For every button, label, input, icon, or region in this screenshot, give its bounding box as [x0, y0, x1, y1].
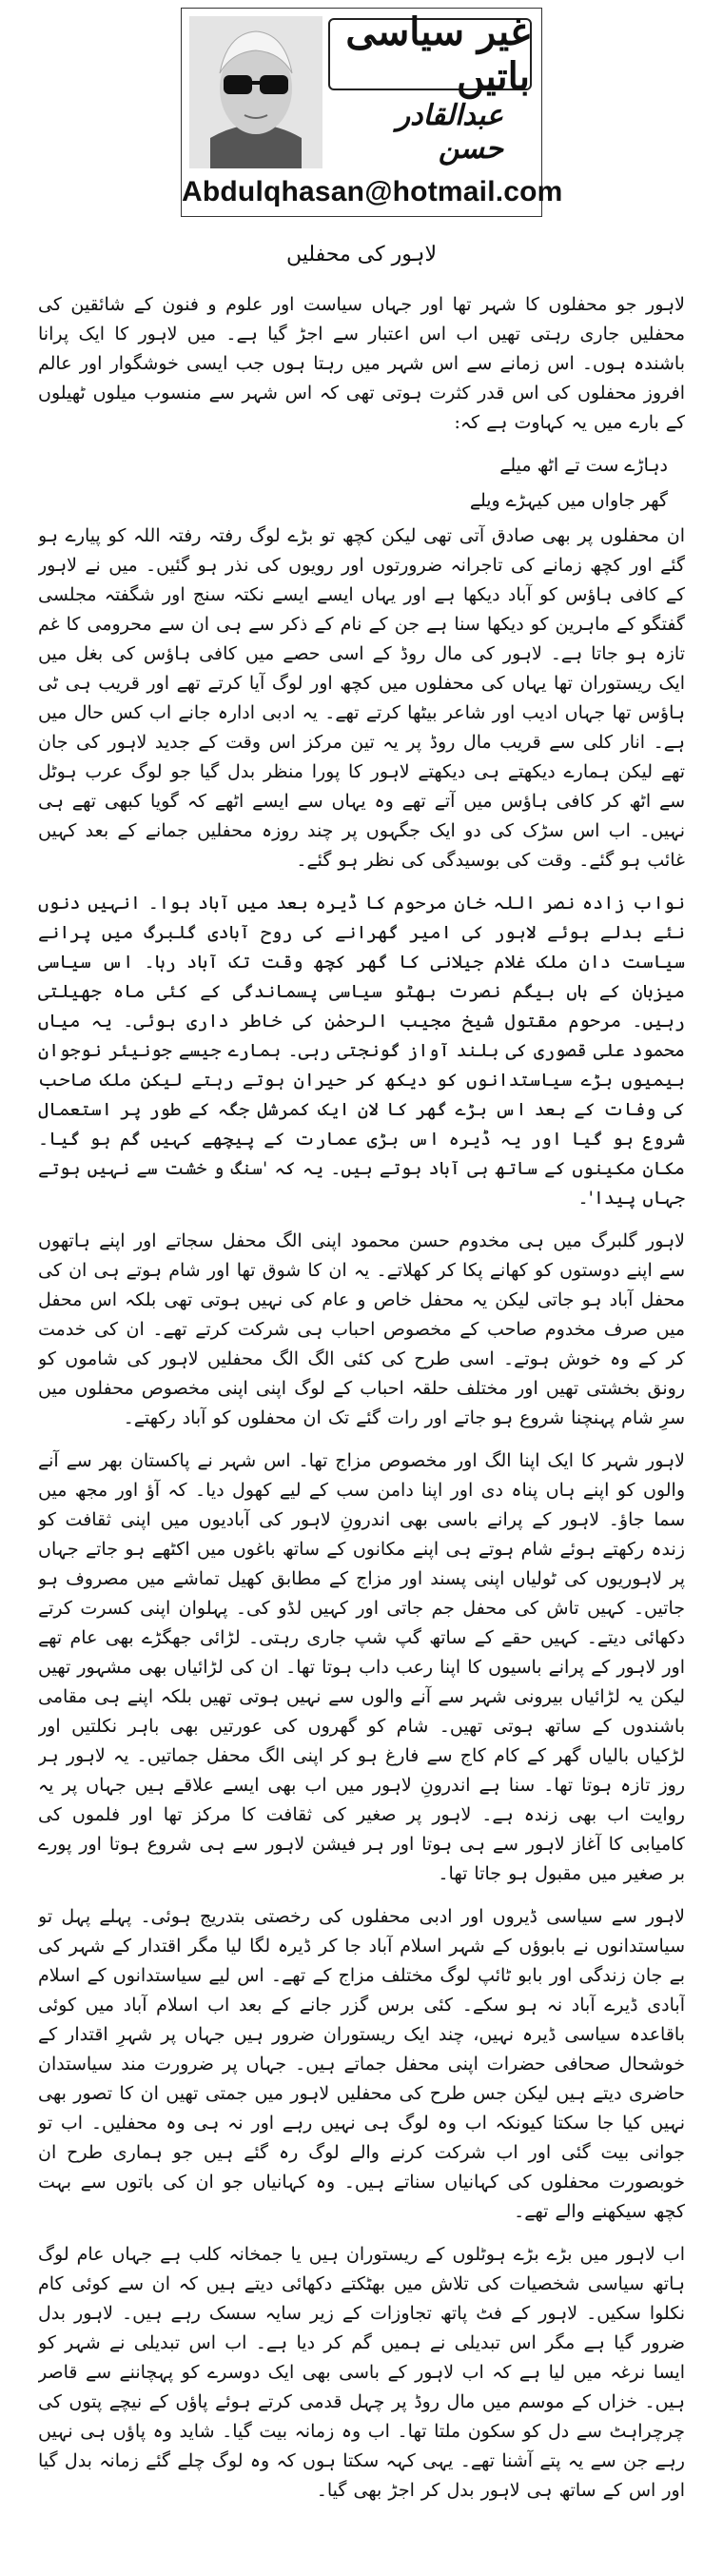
- article-title: لاہور کی محفلیں: [285, 243, 437, 266]
- column-header: [181, 8, 563, 217]
- paragraph: ان محفلوں پر بھی صادق آتی تھی لیکن کچھ تو بڑے لوگ رفتہ رفتہ اللہ کو پیارے ہو گئے اور کچھ زمانے کی تاجرانہ ضرورتوں اور رویوں کی نذر ہو گئیں۔ میں نے لاہور کے کافی ہاؤس کو آباد دیکھا ہے اور یہاں ایسے ایسے نکتہ سنج اور شگفتہ مجلسی گفتگو کے ماہرین کو دیکھا سنا ہے جن کے نام کے ذکر سے ہی ان سے محرومی کا غم تازہ ہو جاتا ہے۔ لاہور کی مال روڈ کے اسی حصے میں کافی ہاؤس کی بغل میں ایک ریستوران تھا یہاں کی محفلوں میں کچھ اور لوگ آیا کرتے تھے اور قریب ہی ٹی ہاؤس تھا جہاں ادیب اور شاعر بیٹھا کرتے تھے۔ یہ ادبی ادارہ جانے اب کس حال میں ہے۔ انار کلی سے قریب مال روڈ پر یہ تین مرکز اس وقت کے جدید لاہور کی جان تھے لیکن ہمارے دیکھتے ہی دیکھتے لاہور کا پورا منظر بدل گیا جو لوگ عرب ہوٹل سے اٹھ کر کافی ہاؤس میں آتے تھے وہ یہاں سے ایسے اٹھے کہ گویا کبھی تھے ہی نہیں۔ اب اس سڑک کی دو ایک جگہوں پر چند روزہ محفلیں جمانے کے بعد کہیں غائب ہو گئے۔ وقت کی بوسیدگی کی نظر ہو گئے۔: [38, 525, 685, 871]
- author-email[interactable]: Abdulqhasan@hotmail.com: [182, 176, 563, 207]
- paragraph: اب لاہور میں بڑے بڑے ہوٹلوں کے ریستوران ہیں یا جمخانہ کلب ہے جہاں عام لوگ ہاتھ سیاسی شخصیات کی تلاش میں بھٹکتے دکھائی دیتے ہیں کہ ان سے کوئی کام نکلوا سکیں۔ لاہور کے فٹ پاتھ تجاوزات کے زیر سایہ سسک رہے ہیں۔ لاہور بدل ضرور گیا ہے مگر اس تبدیلی نے ہمیں گم کر دیا ہے۔ اب اس تبدیلی نے شہر کو ایسا نرغہ میں لیا ہے کہ اب لاہور کے باسی بھی ایک دوسرے کو پہچاننے سے قاصر ہیں۔ خزاں کے موسم میں مال روڈ پر چہل قدمی کرتے ہوئے پاؤں کے نیچے پتوں کی چرچراہٹ سے دل کو سکون ملتا تھا۔ اب وہ زمانہ بیت گیا۔ شاید وہ پاؤں ہی نہیں رہے جن سے یہ پتے آشنا تھے۔ یہی کہہ سکتا ہوں کہ وہ لوگ چلے گئے زمانہ بدل گیا اور اس کے ساتھ ہی لاہور بدل کر اجڑ بھی گیا۔: [38, 2244, 685, 2501]
- verse-line: گھر جاواں میں کیہڑے ویلے: [469, 490, 668, 511]
- paragraph: لاہور جو محفلوں کا شہر تھا اور جہاں سیاست اور علوم و فنون کے شائقین کی محفلیں جاری رہتی تھیں اب اس اعتبار سے اجڑ گیا ہے۔ میں لاہور کا ایک پرانا باشندہ ہوں۔ اس زمانے سے اس شہر میں رہتا ہوں جب ایسی خوشگوار اور عالم افروز محفلوں کی اس قدر کثرت ہوتی تھی کہ اس شہر سے منسوب میلوں ٹھیلوں کے بارے میں یہ کہاوت ہے کہ:: [38, 294, 685, 433]
- paragraph: لاہور گلبرگ میں ہی مخدوم حسن محمود اپنی الگ محفل سجاتے اور اپنے ہاتھوں سے اپنے دوستوں کو کھانے پکا کر کھلاتے۔ یہ ان کا شوق تھا اور شام ہوتے ہی ان کی محفل آباد ہو جاتی لیکن یہ محفل خاص و عام کی نہیں ہوتی تھی بلکہ اس محفل میں صرف مخدوم صاحب کے مخصوص احباب ہی شرکت کرتے تھے۔ ان کی خدمت کر کے وہ خوش ہوتے۔ اسی طرح کی کئی الگ الگ محفلیں لاہور کی شاموں کو رونق بخشتی تھیں اور مختلف حلقہ احباب کے لوگ اپنی اپنی مخصوص محفلوں میں سرِ شام پہنچنا شروع ہو جاتے اور رات گئے تک ان محفلوں کو آباد رکھتے۔: [38, 1230, 685, 1428]
- author-photo: [189, 16, 322, 168]
- verse-line: دہاڑے ست تے اٹھ میلے: [499, 455, 668, 476]
- paragraph: لاہور سے سیاسی ڈیروں اور ادبی محفلوں کی رخصتی بتدریج ہوئی۔ پہلے پہل تو سیاستدانوں نے بابوؤں کے شہر اسلام آباد جا کر ڈیرہ لگا لیا مگر اقتدار کے شہر کی بے جان زندگی اور بابو ٹائپ لوگ مختلف مزاج کے تھے۔ اس لیے سیاستدانوں کے اسلام آبادی ڈیرے آباد نہ ہو سکے۔ کئی برس گزر جانے کے بعد اب اسلام آباد میں کوئی باقاعدہ سیاسی ڈیرہ نہیں، چند ایک ریستوران ضرور ہیں جہاں پر شہرِ اقتدار کے خوشحال صحافی حضرات اپنی محفل جماتے ہیں۔ جہاں پر ضرورت مند سیاستدان حاضری دیتے ہیں لیکن جس طرح کی محفلیں لاہور میں جمتی تھیں ان کا تصور بھی نہیں کیا جا سکتا کیونکہ اب وہ لوگ ہی نہیں رہے اور نہ ہی وہ محفلیں۔ اب تو جوانی بیت گئی اور اب شرکت کرنے والے لوگ رہ گئے ہیں جو ہماری طرح ان خوبصورت محفلوں کی کہانیاں سناتے ہیں۔ وہ کہانیاں جو ان کی باتوں سے بہت کچھ سیکھنے والے تھے۔: [38, 1906, 685, 2222]
- author-name: عبدالقادر حسن: [396, 99, 503, 166]
- article-body: [38, 290, 685, 2555]
- author-portrait-icon: [189, 16, 322, 168]
- paragraph: نواب زادہ نصر اللہ خان مرحوم کا ڈیرہ بعد میں آباد ہوا۔ انہیں دنوں نئے بدلے ہوئے لاہور کی امیر گھرانے کی روح آبادی گلبرگ میں پرانے سیاست دان ملک غلام جیلانی کا گھر کچھ وقت تک آباد رہا۔ اس سیاسی میزبان کے ہاں بیگم نصرت بھٹو سیاسی پسماندگی کے کئی ماہ جھیلتی رہیں۔ مرحوم مقتول شیخ مجیب الرحمٰن کی خاطر داری ہوئی۔ یہ میاں محمود علی قصوری کی بلند آواز گونجتی رہی۔ ہمارے جیسے جونیئر نوجوان بیمیوں بڑے سیاستدانوں کو دیکھ کر حیران ہوتے رہتے لیکن ملک صاحب کی وفات کے بعد اس بڑے گھر کا لان ایک کمرشل جگہ کے طور پر استعمال شروع ہو گیا اور یہ ڈیرہ اس بڑی عمارت کے پیچھے کہیں گم ہو گیا۔ مکان مکینوں کے ساتھ ہی آباد ہوتے ہیں۔ یہ کہ 'سنگ و خشت سے نہیں ہوتے جہاں پیدا'۔: [38, 893, 685, 1209]
- paragraph: لاہور شہر کا ایک اپنا الگ اور مخصوص مزاج تھا۔ اس شہر نے پاکستان بھر سے آنے والوں کو اپنے ہاں پناہ دی اور اپنا دامن سب کے لیے کھول دیا۔ کہ آؤ اور مجھ میں سما جاؤ۔ لاہور کے پرانے باسی بھی اندرونِ لاہور کی آبادیوں میں اپنی ثقافت کو زندہ رکھتے ہوئے شام ہوتے ہی اپنے مکانوں کے ساتھ باغوں میں اکٹھے ہو جاتے جہاں پر لاہوریوں کی ٹولیاں اپنی پسند اور مزاج کے مطابق کھیل تماشے میں مصروف ہو جاتیں۔ کہیں تاش کی محفل جم جاتی اور کہیں لڈو کی۔ پہلوان اپنی کسرت کرتے دکھائی دیتے۔ کہیں حقے کے ساتھ گپ شپ جاری رہتی۔ لڑائی جھگڑے بھی عام تھے اور لاہور کے پرانے باسیوں کا اپنا رعب داب ہوتا تھا۔ ان کی لڑائیاں بھی مشہور تھیں لیکن یہ لڑائیاں بیرونی شہر سے آنے والوں سے نہیں ہوتی تھیں بلکہ اپنے ہی مقامی باشندوں کے ساتھ ہوتی تھیں۔ شام کو گھروں کی عورتیں بھی باہر نکلتیں اور لڑکیاں بالیاں گھر کے کام کاج سے فارغ ہو کر اپنی الگ محفل جماتیں۔ یہ لاہور ہر روز تازہ ہوتا تھا۔ سنا ہے اندرونِ لاہور میں اب بھی ایسے علاقے ہیں جہاں پر یہ روایت اب بھی زندہ ہے۔ لاہور پر صغیر کی ثقافت کا مرکز تھا اور فلموں کی کامیابی کا آغاز لاہور سے ہی ہوتا اور ہر فیشن لاہور سے ہی شروع ہوتا اور پورے بر صغیر میں مقبول ہو جاتا تھا۔: [38, 1450, 685, 1884]
- column-title: غیر سیاسی باتیں: [328, 18, 532, 90]
